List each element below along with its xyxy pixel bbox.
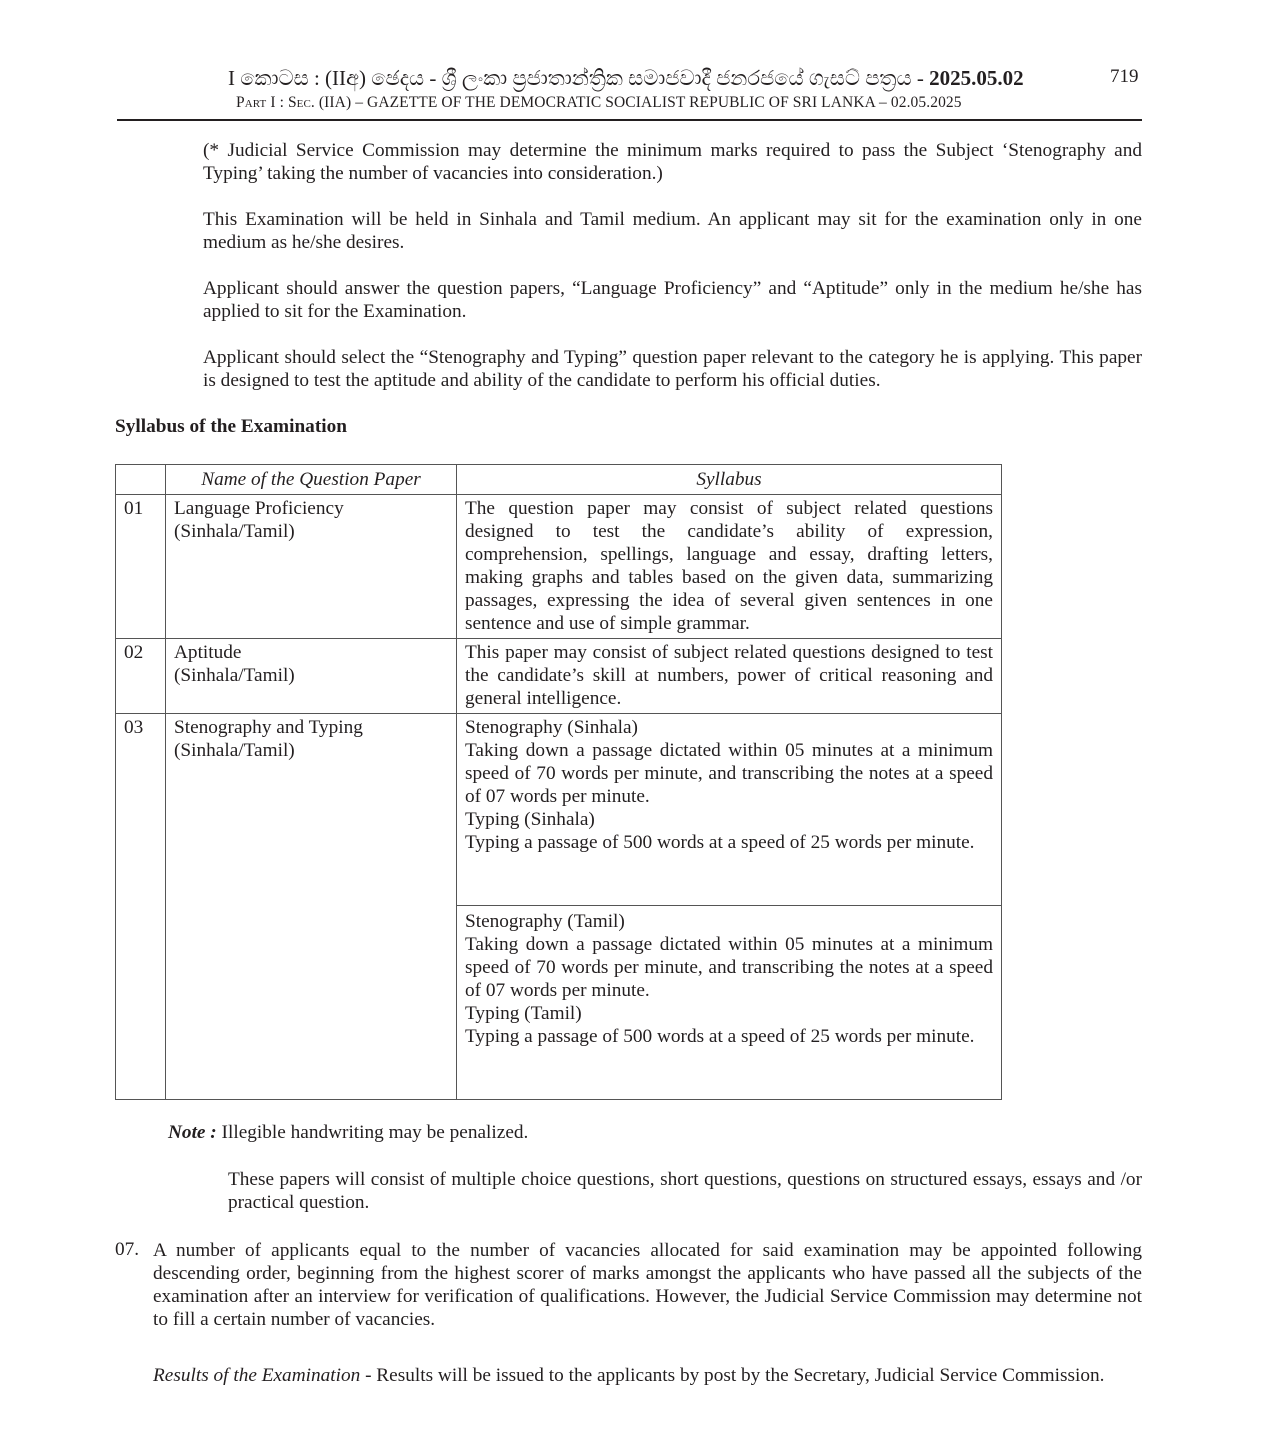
part-label: Part I : Sec.: [236, 94, 315, 111]
steno-text: Taking down a passage dictated within 05 minutes at a minimum speed of 70 words per minute, and transcribing the notes at a speed of 07 words per minute.: [465, 740, 993, 807]
note-label: Note :: [168, 1122, 217, 1143]
header-number: [116, 465, 166, 495]
results-label: Results of the Examination: [153, 1365, 361, 1386]
paper-medium: (Sinhala/Tamil): [174, 521, 295, 542]
row-number: 03: [116, 714, 166, 1100]
typing-title: Typing (Tamil): [465, 1003, 582, 1024]
paragraph-answer-medium: Applicant should answer the question papers, “Language Proficiency” and “Aptitude” only in the medium he/she has applied to sit for the Examination.: [203, 278, 1142, 322]
table-row: [116, 714, 1002, 906]
paragraph-medium: This Examination will be held in Sinhala and Tamil medium. An applicant may sit for the examination only in one medium as he/she desires.: [203, 209, 1142, 253]
results-text: - Results will be issued to the applicants by post by the Secretary, Judicial Service Commission.: [360, 1365, 1105, 1386]
results-paragraph: [153, 1364, 1142, 1387]
header-syllabus: Syllabus: [457, 465, 1002, 495]
row-number: 01: [116, 495, 166, 639]
paper-name: [166, 714, 457, 1100]
syllabus-table: [115, 464, 1002, 1100]
english-title: (IIA) – GAZETTE OF THE DEMOCRATIC SOCIALIST REPUBLIC OF SRI LANKA – 02.05.2025: [314, 94, 962, 111]
paper-medium: (Sinhala/Tamil): [174, 665, 295, 686]
typing-title: Typing (Sinhala): [465, 809, 595, 830]
paper-title: Language Proficiency: [174, 498, 344, 519]
steno-text: Taking down a passage dictated within 05 minutes at a minimum speed of 70 words per minute, and transcribing the notes at a speed of 07 words per minute.: [465, 934, 993, 1001]
steno-title: Stenography (Sinhala): [465, 717, 638, 738]
paper-name: [166, 639, 457, 714]
syllabus-text: This paper may consist of subject related questions designed to test the candidate’s skill at numbers, power of critical reasoning and general intelligence.: [457, 639, 1002, 714]
typing-text: Typing a passage of 500 words at a speed of 25 words per minute.: [465, 1026, 975, 1047]
paper-title: Aptitude: [174, 642, 242, 663]
paper-name: [166, 495, 457, 639]
sinhala-header: [228, 66, 1024, 91]
table-header-row: [116, 465, 1002, 495]
paragraph-min-marks: (* Judicial Service Commission may determine the minimum marks required to pass the Subject ‘Stenography and Typing’ taking the number of vacancies into consideration.): [203, 140, 1142, 184]
syllabus-sinhala: [457, 714, 1002, 906]
typing-text: Typing a passage of 500 words at a speed of 25 words per minute.: [465, 832, 975, 853]
table-row: [116, 495, 1002, 639]
paper-medium: (Sinhala/Tamil): [174, 740, 295, 761]
english-header: [236, 94, 962, 112]
section-07-text: A number of applicants equal to the number of vacancies allocated for said examination may be appointed following descending order, beginning from the highest scorer of marks amongst the applicants who have passed all the subjects of the examination after an interview for verification of qualifications. However, the Judicial Service Commission may determine not to fill a certain number of vacancies.: [153, 1240, 1142, 1330]
syllabus-tamil: [457, 906, 1002, 1100]
header-paper-name: Name of the Question Paper: [166, 465, 457, 495]
sinhala-date: 2025.05.02: [929, 66, 1024, 90]
table-row: [116, 639, 1002, 714]
row-number: 02: [116, 639, 166, 714]
syllabus-text: The question paper may consist of subject related questions designed to test the candidate’s ability of expression, comprehension, spellings, language and essay, drafting letters, making graphs and tables based on the given data, summarizing passages, expressing the idea of several given sentences in one sentence and use of simple grammar.: [457, 495, 1002, 639]
note-detail: These papers will consist of multiple choice questions, short questions, questions on structured essays, essays and /or practical question.: [228, 1169, 1142, 1213]
page-number: 719: [1110, 66, 1139, 87]
paragraph-stenography-select: Applicant should select the “Stenography and Typing” question paper relevant to the category he is applying. This paper is designed to test the aptitude and ability of the candidate to perform his official duties.: [203, 347, 1142, 391]
note-text: Illegible handwriting may be penalized.: [216, 1122, 529, 1143]
steno-title: Stenography (Tamil): [465, 911, 625, 932]
syllabus-heading: Syllabus of the Examination: [115, 416, 347, 437]
note: [168, 1122, 528, 1144]
sinhala-title: I කොටස : (IIඅ) ඡෙදය - ශ්‍රී ලංකා ප්‍රජාතාන්ත්‍රික සමාජවාදී ජනරජයේ ගැසට් පත්‍රය -: [228, 66, 930, 90]
header-rule: [117, 119, 1142, 121]
paper-title: Stenography and Typing: [174, 717, 363, 738]
section-number: 07.: [115, 1239, 140, 1260]
